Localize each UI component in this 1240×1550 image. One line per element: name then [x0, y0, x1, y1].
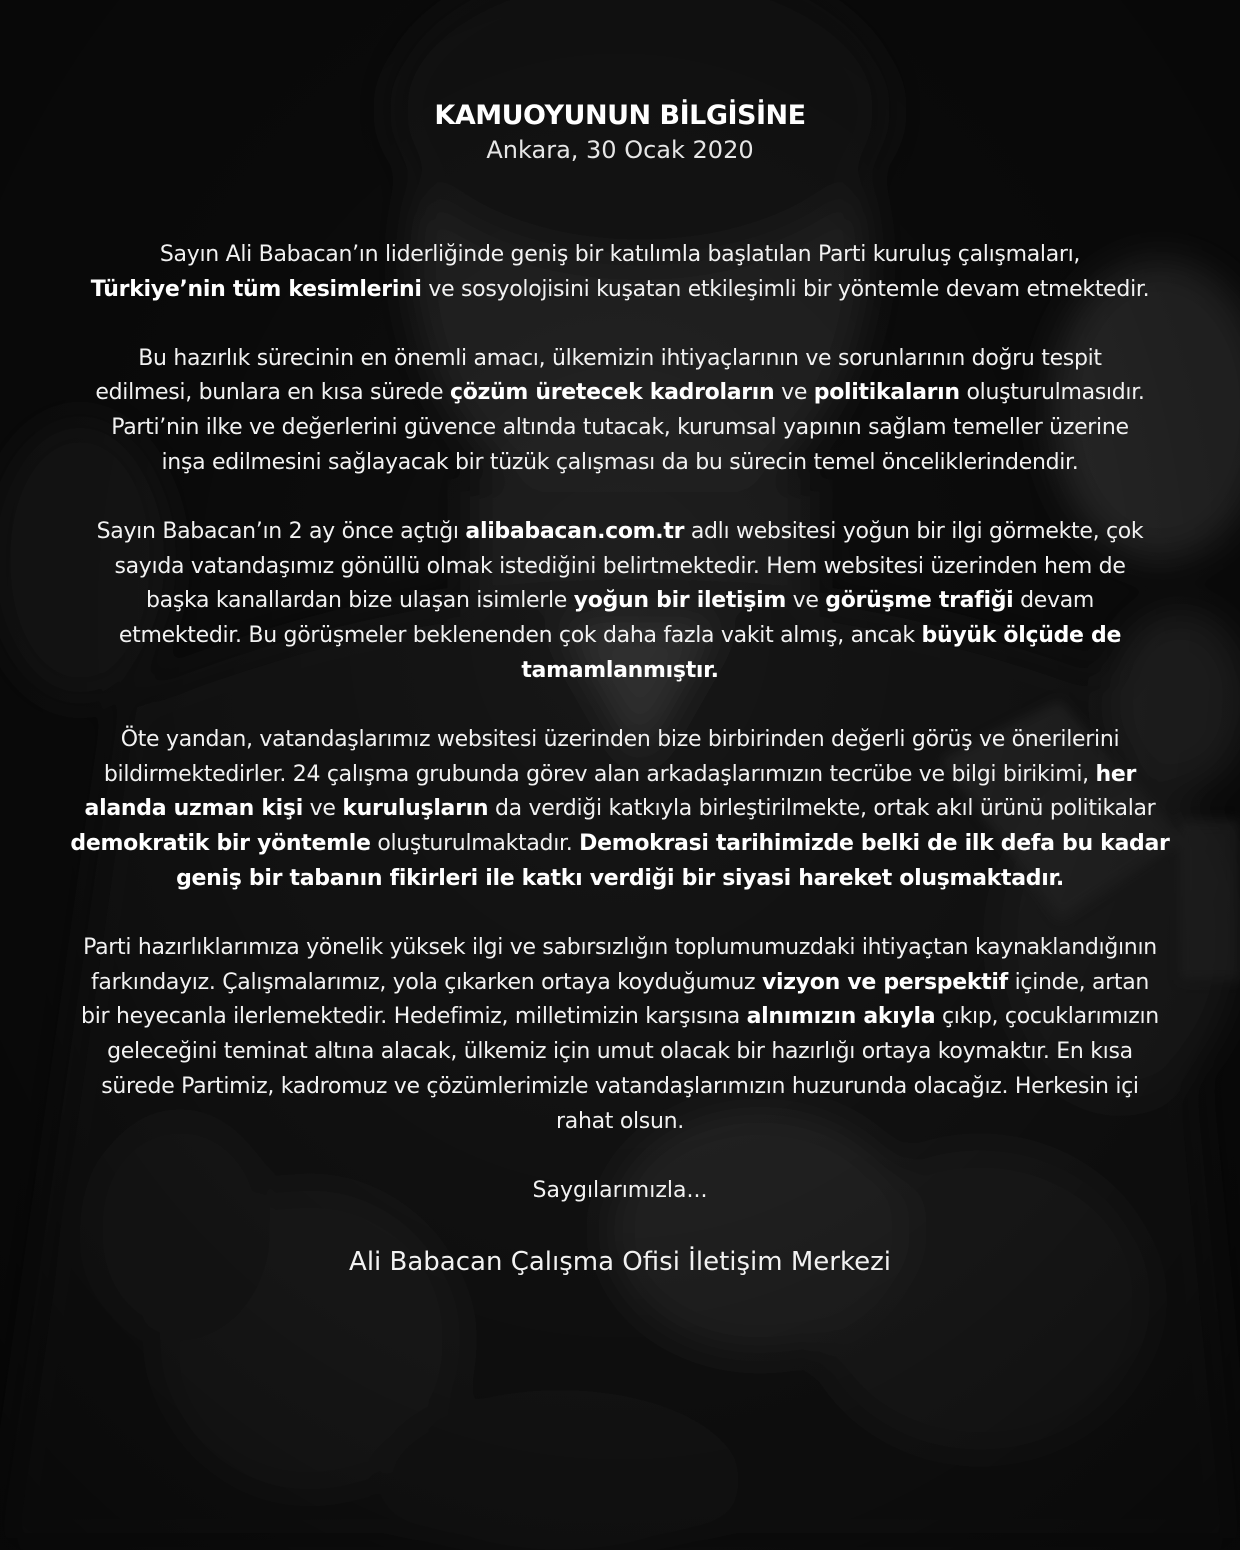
bold-segment: Türkiye’nin tüm kesimlerini	[90, 276, 422, 302]
paragraph	[80, 931, 1160, 1140]
page-title: KAMUOYUNUN BİLGİSİNE	[434, 100, 806, 131]
bold-segment: politikaların	[813, 380, 960, 406]
bold-segment: Demokrasi tarihimizde belki de ilk defa bu kadar geniş bir tabanın fikirleri ile katkı verdiği bir siyasi hareket oluşmaktadır.	[176, 831, 1170, 891]
text-segment: adlı websitesi yoğun bir ilgi görmekte, çok sayıda vatandaşımız gönüllü olmak istediğini belirtmektedir. Hem websitesi üzerinden hem de başka kanallardan bize ulaşan isimlerle	[114, 518, 1144, 614]
bold-segment: her alanda uzman kişi	[84, 761, 1137, 822]
paragraph	[90, 515, 1150, 689]
text-segment: devam etmektedir. Bu görüşmeler beklenenden çok daha fazla vakit almış, ancak	[118, 588, 1095, 649]
paragraph	[70, 723, 1170, 897]
text-segment: Öte yandan, vatandaşlarımız websitesi üzerinden bize birbirinden değerli görüş ve önerilerini bildirmektedirler. 24 çalışma grubunda görev alan arkadaşlarımızın tecrübe ve bilgi birikimi,	[103, 726, 1120, 787]
bold-segment: büyük ölçüde de tamamlanmıştır.	[521, 623, 1122, 683]
text-segment: içinde, artan bir heyecanla ilerlemektedir. Hedefimiz, milletimizin karşısına	[81, 969, 1150, 1030]
text-segment: ve	[774, 380, 814, 406]
paragraph	[90, 342, 1150, 481]
text-segment: Sayın Ali Babacan’ın liderliğinde geniş bir katılımla başlatılan Parti kuruluş çalışmaları,	[159, 242, 1081, 267]
text-segment: ve sosyolojisini kuşatan etkileşimli bir yöntemle devam etmektedir.	[421, 276, 1150, 302]
bold-segment: vizyon ve perspektif	[761, 969, 1008, 995]
bold-segment: görüşme trafiği	[825, 588, 1014, 614]
text-segment: Parti hazırlıklarımıza yönelik yüksek ilgi ve sabırsızlığın toplumumuzdaki ihtiyaçtan kaynaklandığının farkındayız. Çalışmalarımız, yola çıkarken ortaya koyduğumuz	[83, 934, 1157, 995]
bold-segment: çözüm üretecek kadroların	[449, 380, 775, 406]
dateline: Ankara, 30 Ocak 2020	[486, 136, 754, 164]
signature: Ali Babacan Çalışma Ofisi İletişim Merkezi	[349, 1247, 891, 1278]
text-segment: da verdiği katkıyla birleştirilmekte, ortak akıl ürünü politikalar	[488, 796, 1156, 822]
paragraph	[90, 238, 1150, 308]
text-segment: oluşturulmaktadır.	[370, 831, 580, 857]
text-segment: çıkıp, çocuklarımızın geleceğini teminat altına alacak, ülkemiz için umut olacak bir hazırlığı ortaya koymaktır. En kısa sürede Partimiz, kadromuz ve çözümlerimizle vatandaşlarımızın huzurunda olacağız. Herkesin içi rahat olsun.	[101, 1004, 1159, 1134]
bold-segment: yoğun bir iletişim	[573, 588, 786, 614]
text-segment: Bu hazırlık sürecinin en önemli amacı, ülkemizin ihtiyaçlarının ve sorunlarının doğru tespit edilmesi, bunlara en kısa sürede	[95, 345, 1102, 406]
website-link-text: alibabacan.com.tr	[465, 518, 685, 544]
text-segment: Sayın Babacan’ın 2 ay önce açtığı	[96, 518, 466, 544]
bold-segment: kuruluşların	[342, 796, 489, 822]
closing-salutation: Saygılarımızla...	[532, 1177, 708, 1203]
text-segment: ve	[785, 588, 826, 614]
text-segment: oluşturulmasıdır. Parti’nin ilke ve değerlerini güvence altında tutacak, kurumsal yapının sağlam temeller üzerine inşa edilmesini sağlayacak bir tüzük çalışması da bu sürecin temel önceliklerindendir.	[111, 380, 1145, 475]
bold-segment: demokratik bir yöntemle	[70, 831, 371, 857]
text-segment: ve	[302, 796, 343, 822]
press-release	[70, 98, 1170, 1280]
bold-segment: alnımızın akıyla	[746, 1004, 936, 1030]
